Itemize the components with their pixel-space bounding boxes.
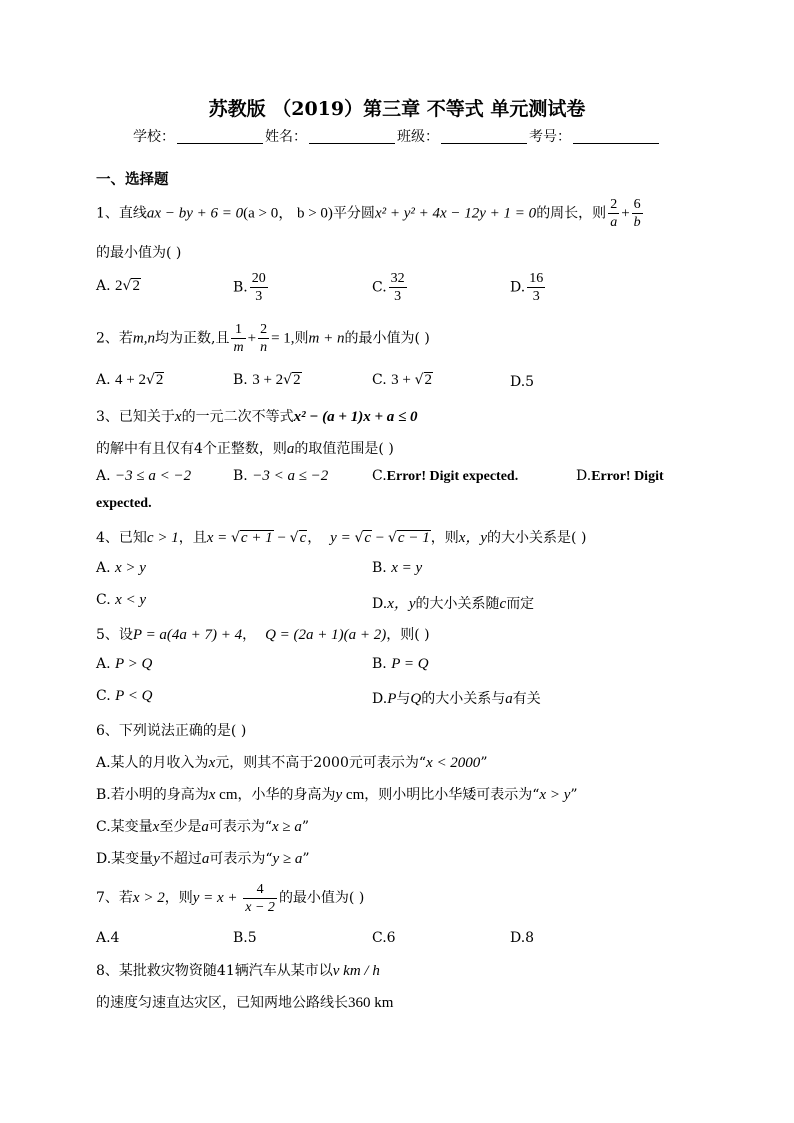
q6-option-d[interactable] (96, 848, 310, 868)
q2-text: 均为正数,且 (155, 330, 230, 347)
option-label: A. (96, 656, 111, 672)
q3-option-d[interactable] (576, 468, 664, 485)
option-value: −3 < a ≤ −2 (252, 468, 329, 484)
question-number: 5、 (96, 627, 119, 643)
minus-sign: − (372, 530, 388, 546)
option-text: ，则小明比小华矮可表示为“ (364, 787, 540, 803)
option-var: x (152, 819, 160, 835)
q2-eq: = 1, (271, 330, 295, 347)
option-text: 至少是 (159, 819, 202, 835)
option-label: A. (96, 372, 111, 388)
q7-option-a[interactable]: A.4 (96, 930, 120, 946)
option-value: −3 ≤ a < −2 (115, 468, 192, 484)
radicand: c − 1 (397, 530, 430, 546)
class-blank[interactable] (441, 129, 527, 144)
question-1 (96, 196, 645, 231)
q6-text: 下列说法正确的是( ) (118, 723, 247, 739)
separator: ， (307, 530, 322, 546)
option-text: D.某变量 (96, 851, 154, 867)
name-blank[interactable] (309, 129, 395, 144)
option-vars: x，y (387, 596, 416, 612)
option-value: P = Q (391, 656, 429, 672)
page-title: 苏教版 （2019）第三章 不等式 单元测试卷 (208, 98, 586, 120)
plus-sign: + (247, 330, 257, 347)
option-value: Error! Digit (591, 469, 664, 484)
radical-sign: √ (230, 530, 240, 546)
q5-option-d[interactable] (372, 688, 541, 708)
question-number: 2、 (96, 330, 119, 347)
numerator: 16 (529, 271, 544, 286)
option-text: 可表示为“ (209, 851, 273, 867)
q2-text: 则 (294, 330, 309, 347)
q5-text: ，则( ) (386, 627, 430, 643)
option-label: C. (372, 468, 387, 484)
option-label: D. (576, 468, 592, 484)
question-8-line2 (96, 992, 393, 1012)
q6-option-a[interactable] (96, 752, 487, 772)
option-label: A. (96, 468, 111, 484)
q2-option-c[interactable] (372, 372, 433, 389)
q3-option-c[interactable] (372, 468, 518, 485)
question-3-line2 (96, 438, 394, 458)
option-text: 可表示为“ (208, 819, 273, 835)
option-unit: cm (342, 787, 365, 803)
numerator: 2 (260, 322, 268, 337)
option-text: ，小华的身高为 (237, 787, 336, 803)
option-var: c (499, 596, 507, 612)
student-info-line (0, 126, 794, 146)
q5-option-c[interactable] (96, 688, 152, 705)
denominator: x − 2 (245, 899, 275, 915)
option-var: a (201, 819, 209, 835)
denominator: 3 (532, 289, 540, 304)
option-label: B. (372, 560, 387, 576)
option-label: B. (233, 279, 248, 296)
numerator: 2 (610, 197, 618, 212)
q1-text: 平分圆 (332, 205, 375, 222)
option-unit: cm (215, 787, 238, 803)
option-math: y ≥ a (272, 851, 303, 867)
q7-option-d[interactable]: D.8 (510, 930, 535, 946)
separator: ， (242, 627, 257, 643)
q7-option-b[interactable]: B.5 (233, 930, 257, 946)
q1-fraction (608, 196, 619, 231)
option-label: B. (372, 656, 387, 672)
q5-text: 设 (118, 627, 133, 643)
q4-option-c[interactable] (96, 592, 146, 609)
q3-inequality: x² − (a + 1)x + a ≤ 0 (293, 409, 418, 425)
q1-condition: (a > 0， b > 0) (243, 205, 333, 222)
denominator: 3 (255, 289, 263, 304)
q7-option-c[interactable]: C.6 (372, 930, 396, 946)
q1-circle-eq: x² + y² + 4x − 12y + 1 = 0 (374, 205, 537, 222)
q4-text: 的大小关系是( ) (487, 530, 587, 546)
q8-text: 的速度匀速直达灾区，已知两地公路线长 (96, 995, 348, 1011)
question-number: 7、 (96, 890, 119, 906)
numerator: 1 (231, 321, 245, 339)
section-heading: 一、选择题 (96, 171, 169, 188)
question-6 (96, 720, 246, 740)
option-var: Q (410, 691, 422, 707)
option-var: a (201, 851, 210, 867)
q4-option-d[interactable] (372, 592, 534, 613)
option-value: P < Q (115, 688, 153, 704)
option-value: 2 (115, 278, 123, 294)
minus-sign: − (273, 530, 290, 546)
radical-sign: √ (388, 530, 397, 546)
q5-option-b[interactable] (372, 656, 429, 673)
option-value: 3 + 2 (252, 372, 284, 388)
option-var: x (208, 755, 216, 771)
q3-option-b[interactable] (233, 468, 328, 485)
q1-option-d[interactable] (510, 270, 547, 305)
q6-option-c[interactable] (96, 816, 309, 836)
q2-fraction (258, 321, 269, 356)
option-text: ” (301, 819, 310, 835)
q7-text: 的最小值为( ) (278, 890, 365, 906)
q2-vars: m,n (132, 330, 156, 347)
q1-text: 直线 (118, 205, 147, 222)
option-text: 有关 (512, 691, 541, 707)
numerator: 20 (251, 271, 266, 286)
option-text: ” (480, 755, 488, 771)
denominator: a (610, 215, 618, 230)
q4-text: ，且 (178, 530, 207, 546)
q4-vars: x，y (458, 530, 488, 546)
option-label: C. (372, 372, 387, 388)
option-text: 而定 (506, 596, 535, 612)
denominator: n (260, 340, 268, 355)
q7-text: 若 (118, 890, 133, 906)
q7-text: ，则 (164, 890, 193, 906)
q8-distance: 360 km (348, 995, 394, 1011)
q7-y-def: y = x + (192, 890, 242, 906)
q2-option-b[interactable] (233, 372, 302, 389)
radicand: 2 (132, 278, 140, 294)
option-var: y (335, 787, 343, 803)
plus-sign: + (621, 205, 630, 222)
q5-q-def: Q = (2a + 1)(a + 2) (265, 627, 387, 643)
question-number: 6、 (96, 723, 119, 739)
q1-option-c[interactable] (372, 270, 409, 305)
option-var: y (153, 851, 160, 867)
radical-sign: √ (414, 372, 424, 388)
radical-sign: √ (145, 372, 155, 388)
q1-option-a[interactable] (96, 278, 141, 295)
option-label: B. (233, 468, 248, 484)
radicand: 2 (424, 372, 433, 388)
question-number: 4、 (96, 530, 119, 546)
q3-var: a (286, 441, 295, 457)
option-label: D. (372, 691, 388, 707)
option-label: A. (96, 278, 111, 294)
option-text: 与 (396, 691, 411, 707)
number-blank[interactable] (573, 129, 659, 144)
q2-text: 若 (118, 330, 133, 347)
denominator: b (633, 215, 641, 230)
q3-text: 的一元二次不等式 (181, 409, 294, 425)
question-7 (96, 880, 364, 916)
q3-option-a[interactable] (96, 468, 191, 485)
option-label: C. (96, 688, 111, 704)
q3-text: 的取值范围是( ) (294, 441, 394, 457)
option-value: Error! Digit expected. (386, 469, 519, 484)
q3-option-d-cont: expected. (96, 496, 152, 511)
option-var: P (387, 691, 397, 707)
q2-fraction (231, 321, 245, 356)
q5-option-a[interactable] (96, 656, 152, 673)
q4-option-a[interactable] (96, 560, 146, 577)
radicand: c (299, 530, 307, 546)
option-label: C. (372, 279, 387, 296)
option-label: D. (372, 596, 388, 612)
option-math: x > y (539, 787, 571, 803)
option-value: x < y (115, 592, 147, 608)
denominator: 3 (394, 289, 402, 304)
q4-text: 已知 (118, 530, 147, 546)
denominator: m (233, 340, 244, 355)
option-text: A.某人的月收入为 (96, 755, 209, 771)
q1-fraction (632, 196, 643, 231)
q6-option-b[interactable] (96, 784, 578, 804)
option-math: x < 2000 (426, 755, 481, 771)
option-text: ” (570, 787, 578, 803)
q2-expr: m + n (308, 330, 345, 347)
q1-line-eq: ax − by + 6 = 0 (146, 205, 244, 222)
option-text: B.若小明的身高为 (96, 787, 209, 803)
q2-option-a[interactable] (96, 372, 164, 389)
option-text: ” (302, 851, 310, 867)
radicand: 2 (155, 372, 164, 388)
option-var: x (208, 787, 216, 803)
option-value: 3 + (391, 372, 415, 388)
radicand: c + 1 (240, 530, 273, 546)
q4-y-def: y = (330, 530, 355, 546)
numerator: 4 (243, 881, 277, 899)
numerator: 32 (390, 271, 405, 286)
school-blank[interactable] (177, 129, 263, 144)
radical-sign: √ (283, 372, 293, 388)
question-5 (96, 624, 430, 644)
option-text: 的大小关系与 (421, 691, 506, 707)
q7-fraction (243, 881, 277, 916)
option-fraction (527, 270, 545, 305)
option-value: P > Q (115, 656, 153, 672)
q4-condition: c > 1 (146, 530, 179, 546)
option-value: 4 + 2 (115, 372, 146, 388)
option-math: x ≥ a (272, 819, 302, 835)
name-label: 姓名： (265, 129, 307, 145)
option-var: a (505, 691, 513, 707)
question-3 (96, 406, 418, 426)
radicand: c (364, 530, 372, 546)
option-text: C.某变量 (96, 819, 153, 835)
q3-text: 已知关于 (118, 409, 175, 425)
option-text: 元，则其不高于2000元可表示为“ (215, 755, 427, 771)
option-label: C. (96, 592, 111, 608)
q1-option-b[interactable] (233, 270, 270, 305)
class-label: 班级： (397, 129, 439, 145)
radical-sign: √ (354, 530, 364, 546)
question-8 (96, 960, 380, 980)
question-number: 3、 (96, 409, 119, 425)
question-1-line2: 的最小值为( ) (96, 245, 182, 261)
option-text: 不超过 (159, 851, 202, 867)
option-fraction (250, 270, 268, 305)
q4-option-b[interactable] (372, 560, 422, 577)
radical-sign: √ (122, 278, 132, 294)
q4-x-def: x = (206, 530, 231, 546)
q2-option-d[interactable]: D.5 (510, 374, 535, 390)
option-label: B. (233, 372, 248, 388)
option-text: 的大小关系随 (415, 596, 500, 612)
option-value: x > y (115, 560, 146, 576)
option-fraction (389, 270, 407, 305)
q8-text: 某批救灾物资随41辆汽车从某市以 (118, 963, 333, 979)
q3-var: x (174, 409, 182, 425)
q7-condition: x > 2 (132, 890, 165, 906)
numerator: 6 (633, 197, 641, 212)
number-label: 考号： (529, 129, 571, 145)
q5-p-def: P = a(4a + 7) + 4 (132, 627, 243, 643)
q1-text: 的周长，则 (536, 205, 607, 222)
question-4 (96, 526, 586, 547)
q3-text: 的解中有且仅有4个正整数，则 (96, 441, 287, 457)
q8-speed: v km / h (332, 963, 380, 979)
question-2 (96, 321, 430, 356)
option-value: x = y (391, 560, 423, 576)
option-label: D. (510, 279, 526, 296)
q4-text: ，则 (430, 530, 459, 546)
q2-text: 的最小值为( ) (344, 330, 430, 347)
school-label: 学校： (133, 129, 175, 145)
radical-sign: √ (289, 530, 299, 546)
option-label: A. (96, 560, 111, 576)
question-number: 1、 (96, 205, 119, 222)
radicand: 2 (293, 372, 301, 388)
question-number: 8、 (96, 963, 119, 979)
